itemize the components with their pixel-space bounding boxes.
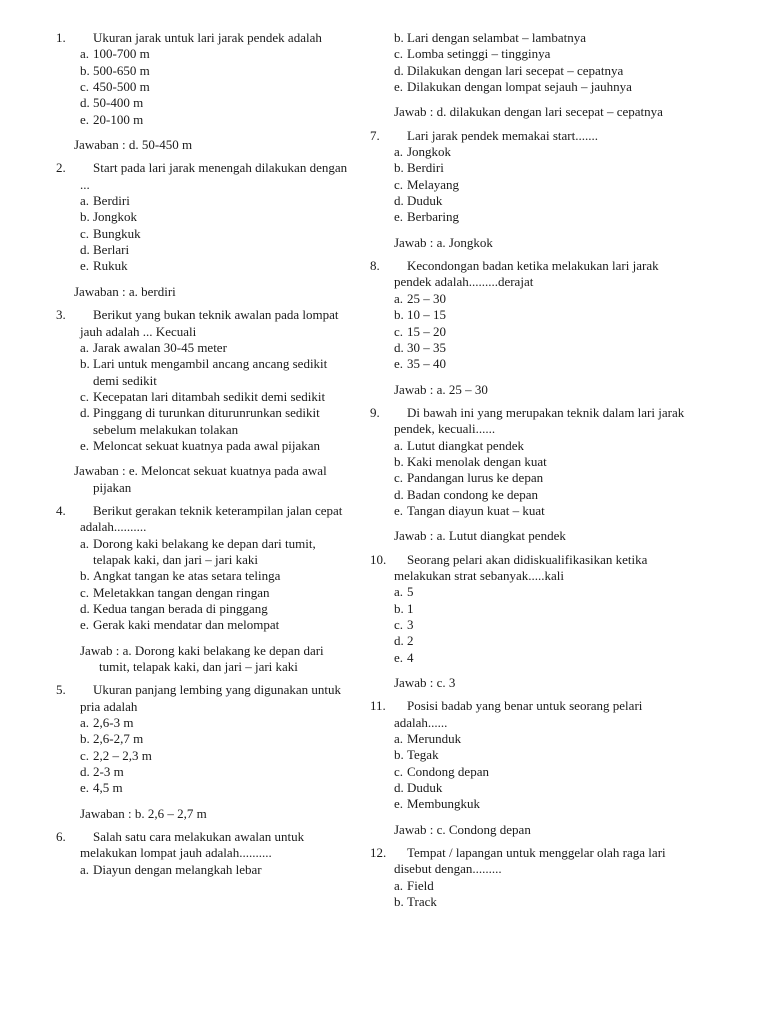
option-letter: b. (394, 894, 404, 910)
option-item (80, 536, 356, 569)
option-text: Berlari (93, 242, 130, 258)
option-letter: a. (80, 46, 90, 62)
answer-text: Jawab : c. Condong depan (394, 821, 531, 837)
option-item (394, 356, 690, 372)
option-letter: e. (394, 649, 404, 665)
option-letter: a. (394, 584, 404, 600)
option-letter: a. (394, 144, 404, 160)
option-letter: c. (80, 388, 90, 404)
question-item (370, 30, 690, 121)
option-item (394, 601, 690, 617)
option-letter: b. (80, 62, 90, 78)
question-number: 5. (56, 682, 66, 698)
option-text: Kedua tangan berada di pinggang (93, 601, 268, 616)
option-item (394, 764, 690, 780)
option-text: 4,5 m (93, 780, 123, 796)
options-list (394, 731, 690, 813)
option-letter: b. (394, 160, 404, 176)
options-list (80, 715, 356, 797)
option-letter: e. (394, 356, 404, 372)
question-number: 3. (56, 307, 66, 323)
option-text: Melayang (407, 176, 459, 192)
option-text: Dilakukan dengan lari secepat – cepatnya (407, 62, 624, 78)
option-text: Meletakkan tangan dengan ringan (93, 584, 270, 600)
option-text: Bungkuk (93, 225, 141, 241)
answer-text: Jawaban : a. berdiri (74, 283, 176, 299)
answer-text: Jawaban : d. 50-450 m (74, 137, 193, 153)
option-letter: b. (394, 30, 404, 45)
option-item (394, 63, 690, 79)
question-number: 7. (370, 127, 380, 143)
option-item (80, 617, 356, 633)
option-text: Track (407, 894, 437, 910)
option-item (80, 389, 356, 405)
question-item (56, 307, 356, 496)
option-text: Field (407, 877, 434, 893)
question-item (56, 682, 356, 822)
option-item (394, 79, 690, 95)
option-item (80, 340, 356, 356)
option-item (394, 324, 690, 340)
option-text: 4 (407, 649, 414, 665)
option-text: Rukuk (93, 258, 128, 274)
option-text: Dorong kaki belakang ke depan dari tumit, telapak kaki, dan jari – jari kaki (93, 535, 316, 567)
options-list (80, 536, 356, 634)
option-letter: d. (80, 242, 90, 258)
option-text: 100-700 m (93, 46, 150, 62)
option-text: 20-100 m (93, 111, 144, 127)
option-item (394, 487, 690, 503)
option-item (394, 209, 690, 225)
option-letter: c. (394, 617, 404, 632)
option-item (80, 226, 356, 242)
answer-text: Jawab : a. Jongkok (394, 234, 493, 250)
question-text: Salah satu cara melakukan awalan untuk melakukan lompat jauh adalah.......... (80, 829, 305, 861)
option-text: 35 – 40 (407, 356, 446, 372)
option-text: Badan condong ke depan (407, 486, 539, 502)
option-text: Berdiri (93, 193, 130, 209)
option-letter: a. (80, 339, 90, 355)
question-item (370, 128, 690, 251)
option-item (80, 242, 356, 258)
option-text: Pinggang di turunkan diturunrunkan sedikit sebelum melakukan tolakan (93, 405, 320, 437)
option-letter: d. (80, 601, 90, 616)
option-text: 2-3 m (93, 764, 124, 780)
option-text: Lomba setinggi – tingginya (407, 46, 551, 62)
option-letter: b. (80, 731, 90, 747)
option-text: Meloncat sekuat kuatnya pada awal pijakan (93, 437, 321, 453)
question-text: Ukuran jarak untuk lari jarak pendek adalah (93, 30, 322, 45)
option-item (80, 79, 356, 95)
option-item (394, 503, 690, 519)
option-text: 2 (407, 633, 414, 649)
option-letter: a. (394, 731, 404, 747)
question-number: 2. (56, 160, 66, 176)
option-letter: d. (80, 95, 90, 111)
option-letter: d. (394, 339, 404, 355)
option-item (80, 112, 356, 128)
option-item (394, 438, 690, 454)
options-list (80, 862, 356, 878)
options-list (394, 30, 690, 95)
question-item (370, 698, 690, 838)
question-number: 11. (370, 698, 386, 714)
option-item (80, 764, 356, 780)
option-item (80, 862, 356, 878)
question-item (56, 160, 356, 300)
option-item (80, 748, 356, 764)
option-text: Jongkok (407, 144, 452, 160)
option-item (394, 144, 690, 160)
question-text: Tempat / lapangan untuk menggelar olah raga lari disebut dengan......... (394, 845, 666, 877)
option-letter: e. (394, 502, 404, 518)
option-item (394, 894, 690, 910)
option-text: Duduk (407, 780, 443, 796)
option-text: Jarak awalan 30-45 meter (93, 339, 227, 355)
option-letter: c. (80, 225, 90, 241)
option-item (394, 747, 690, 763)
option-letter: c. (394, 763, 404, 779)
option-item (394, 633, 690, 649)
option-letter: e. (394, 79, 404, 95)
answer-text: Jawab : d. dilakukan dengan lari secepat – cepatnya (394, 104, 663, 120)
option-text: 5 (407, 584, 414, 600)
option-letter: a. (394, 290, 404, 306)
option-letter: e. (394, 796, 404, 812)
option-item (394, 878, 690, 894)
option-letter: a. (394, 877, 404, 893)
option-item (394, 470, 690, 486)
answer-text: Jawab : a. Lutut diangkat pendek (394, 528, 566, 544)
option-letter: d. (394, 62, 404, 78)
option-item (394, 796, 690, 812)
question-text: Start pada lari jarak menengah dilakukan dengan ... (80, 160, 348, 192)
question-item (370, 258, 690, 398)
answer-text: Jawab : a. 25 – 30 (394, 381, 488, 397)
option-text: Merunduk (407, 731, 462, 747)
option-text: Duduk (407, 193, 443, 209)
option-item (80, 258, 356, 274)
options-list (394, 291, 690, 373)
option-letter: c. (394, 323, 404, 339)
option-letter: e. (80, 437, 90, 453)
question-number: 9. (370, 404, 380, 420)
option-text: 50-400 m (93, 95, 144, 111)
option-item (394, 617, 690, 633)
option-item (80, 568, 356, 584)
option-text: 2,2 – 2,3 m (93, 747, 152, 763)
option-letter: c. (80, 747, 90, 763)
option-text: Tegak (407, 747, 439, 763)
question-number: 4. (56, 502, 66, 518)
option-letter: a. (80, 861, 90, 877)
option-text: 450-500 m (93, 79, 150, 95)
option-text: 25 – 30 (407, 290, 446, 306)
option-letter: d. (80, 405, 90, 421)
option-text: Lari untuk mengambil ancang ancang sedikit demi sedikit (93, 356, 328, 388)
option-letter: d. (394, 193, 404, 209)
options-list (80, 46, 356, 128)
question-number: 1. (56, 30, 66, 45)
option-text: Lutut diangkat pendek (407, 437, 524, 453)
option-letter: a. (394, 437, 404, 453)
options-list (394, 438, 690, 520)
option-item (80, 63, 356, 79)
options-list (80, 193, 356, 275)
option-letter: b. (80, 356, 90, 372)
option-item (394, 650, 690, 666)
option-item (80, 601, 356, 617)
question-text: Lari jarak pendek memakai start....... (407, 127, 598, 143)
option-item (394, 731, 690, 747)
option-item (80, 356, 356, 389)
option-text: 1 (407, 600, 414, 616)
answer-text: Jawab : a. Dorong kaki belakang ke depan dari tumit, telapak kaki, dan jari – jari kaki (80, 642, 324, 675)
question-text: Berikut gerakan teknik keterampilan jalan cepat adalah.......... (80, 502, 343, 535)
option-item (80, 780, 356, 796)
option-letter: b. (394, 307, 404, 323)
answer-text: Jawaban : b. 2,6 – 2,7 m (80, 805, 207, 821)
option-letter: d. (80, 764, 90, 780)
question-item (370, 405, 690, 545)
option-text: 500-650 m (93, 62, 150, 78)
left-column (56, 30, 356, 885)
option-text: Condong depan (407, 763, 489, 779)
option-item (80, 209, 356, 225)
option-text: 3 (407, 617, 414, 632)
question-text: Berikut yang bukan teknik awalan pada lompat jauh adalah ... Kecuali (80, 307, 339, 339)
option-item (394, 340, 690, 356)
option-item (394, 584, 690, 600)
option-item (394, 780, 690, 796)
option-item (80, 585, 356, 601)
option-text: Angkat tangan ke atas setara telinga (93, 568, 281, 584)
option-letter: b. (80, 568, 90, 584)
question-item (56, 30, 356, 153)
option-letter: c. (80, 584, 90, 600)
option-text: Kecepatan lari ditambah sedikit demi sedikit (93, 388, 326, 404)
option-item (80, 731, 356, 747)
option-text: 10 – 15 (407, 307, 446, 323)
option-letter: e. (80, 258, 90, 274)
option-item (394, 177, 690, 193)
option-letter: e. (394, 209, 404, 225)
answer-text: Jawaban : e. Meloncat sekuat kuatnya pada awal pijakan (74, 463, 327, 495)
option-item (394, 454, 690, 470)
option-text: Gerak kaki mendatar dan melompat (93, 617, 280, 633)
question-text: Di bawah ini yang merupakan teknik dalam lari jarak pendek, kecuali...... (394, 404, 685, 437)
option-text: Diayun dengan melangkah lebar (93, 861, 262, 877)
right-column (370, 30, 690, 918)
option-text: 2,6-2,7 m (93, 731, 144, 747)
question-number: 6. (56, 829, 66, 845)
option-letter: c. (394, 470, 404, 486)
question-text: Seorang pelari akan didiskualifikasikan ketika melakukan strat sebanyak.....kali (394, 551, 648, 583)
option-text: Dilakukan dengan lompat sejauh – jauhnya (407, 79, 632, 95)
option-letter: c. (394, 176, 404, 192)
question-number: 10. (370, 551, 387, 567)
options-list (394, 878, 690, 911)
question-item (370, 845, 690, 910)
option-letter: a. (80, 193, 90, 209)
question-item (370, 552, 690, 692)
option-text: Berdiri (407, 160, 444, 176)
question-text: Posisi badab yang benar untuk seorang pelari adalah...... (394, 698, 643, 730)
option-item (80, 193, 356, 209)
option-text: 2,6-3 m (93, 715, 134, 731)
option-text: Kaki menolak dengan kuat (407, 453, 547, 469)
option-item (394, 30, 690, 46)
option-item (80, 715, 356, 731)
option-text: Jongkok (93, 209, 138, 225)
option-text: 30 – 35 (407, 339, 446, 355)
option-letter: e. (80, 111, 90, 127)
question-number: 8. (370, 258, 380, 274)
option-item (394, 160, 690, 176)
option-text: 15 – 20 (407, 323, 446, 339)
option-item (394, 291, 690, 307)
option-letter: b. (394, 453, 404, 469)
option-text: Pandangan lurus ke depan (407, 470, 544, 486)
option-letter: a. (80, 715, 90, 731)
question-item (56, 503, 356, 675)
option-letter: c. (80, 79, 90, 95)
question-text: Ukuran panjang lembing yang digunakan untuk pria adalah (80, 682, 342, 714)
option-letter: b. (80, 209, 90, 225)
option-letter: d. (394, 780, 404, 796)
option-letter: d. (394, 486, 404, 502)
option-item (80, 405, 356, 438)
question-number: 12. (370, 845, 387, 861)
option-letter: e. (80, 780, 90, 796)
option-letter: e. (80, 617, 90, 633)
option-letter: c. (394, 46, 404, 62)
option-letter: d. (394, 633, 404, 649)
options-list (80, 340, 356, 454)
option-text: Lari dengan selambat – lambatnya (407, 30, 587, 45)
option-letter: b. (394, 747, 404, 763)
option-item (394, 193, 690, 209)
options-list (394, 584, 690, 666)
option-item (394, 46, 690, 62)
options-list (394, 144, 690, 226)
answer-text: Jawab : c. 3 (394, 675, 456, 691)
option-item (80, 438, 356, 454)
option-letter: a. (80, 535, 90, 551)
option-text: Membungkuk (407, 796, 480, 812)
option-item (394, 307, 690, 323)
option-text: Berbaring (407, 209, 459, 225)
option-text: Tangan diayun kuat – kuat (407, 502, 545, 518)
option-item (80, 95, 356, 111)
option-letter: b. (394, 600, 404, 616)
question-text: Kecondongan badan ketika melakukan lari jarak pendek adalah.........derajat (394, 258, 659, 290)
question-item (56, 829, 356, 878)
option-item (80, 46, 356, 62)
